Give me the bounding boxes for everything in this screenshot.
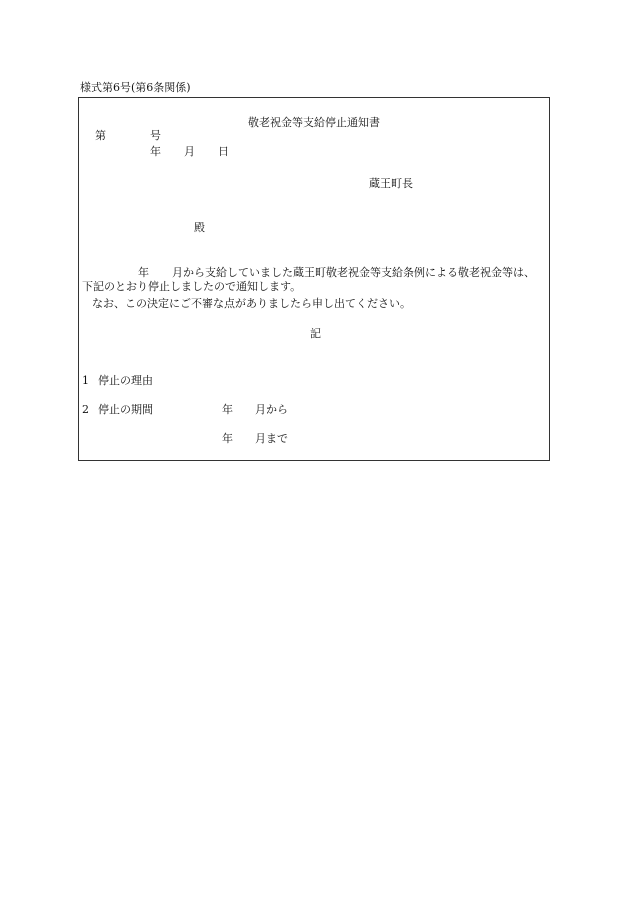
- doc-number-suffix: 号: [150, 129, 161, 142]
- ki-heading: 記: [310, 327, 321, 340]
- item-1-number: 1: [82, 374, 89, 387]
- period-from-year: 年: [222, 403, 233, 416]
- body-line-3: なお、この決定にご不審な点がありましたら申し出てください。: [92, 297, 411, 310]
- item-2-label: 停止の期間: [98, 403, 153, 416]
- body-year: 年: [138, 266, 149, 279]
- period-from-month: 月から: [255, 403, 288, 416]
- form-number: 様式第6号(第6条関係): [80, 81, 191, 94]
- period-to-month: 月まで: [255, 432, 288, 445]
- date-day: 日: [218, 145, 229, 158]
- addressee-honorific: 殿: [194, 221, 205, 234]
- item-2-number: 2: [82, 403, 89, 416]
- body-line-1: 月から支給していました蔵王町敬老祝金等支給条例による敬老祝金等は、: [172, 266, 535, 279]
- date-year: 年: [150, 145, 161, 158]
- date-month: 月: [184, 145, 195, 158]
- issuer-name: 蔵王町長: [369, 177, 413, 190]
- document-title: 敬老祝金等支給停止通知書: [248, 116, 380, 129]
- item-1-label: 停止の理由: [98, 374, 153, 387]
- period-to-year: 年: [222, 432, 233, 445]
- doc-number-prefix: 第: [95, 129, 106, 142]
- body-line-2: 下記のとおり停止しましたので通知します。: [82, 280, 302, 293]
